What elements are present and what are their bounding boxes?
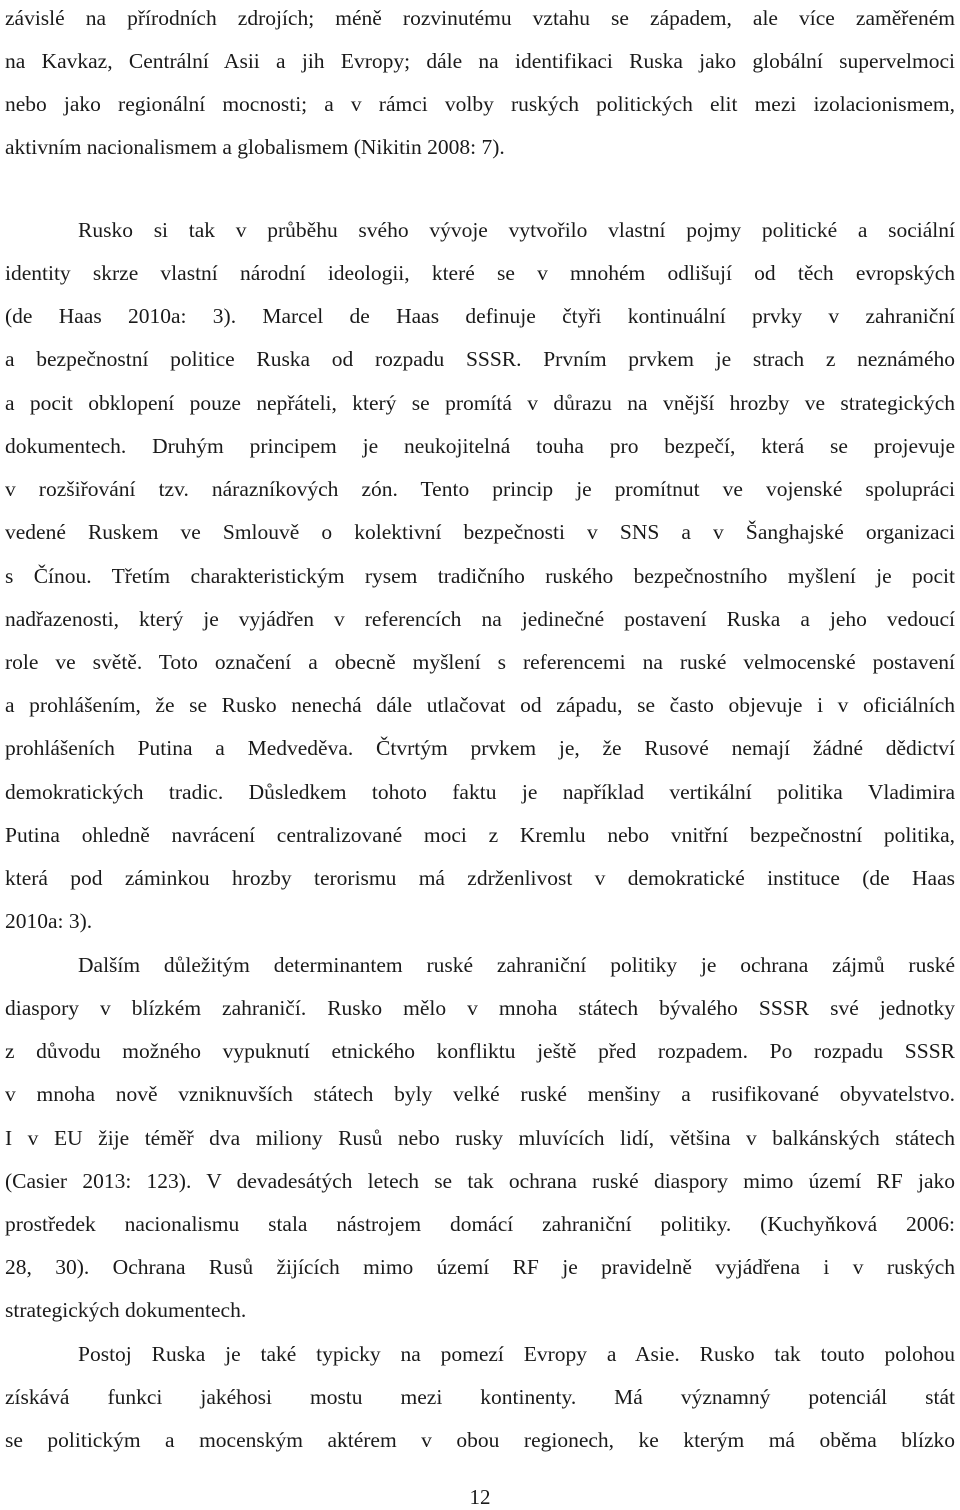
text-line: (de Haas 2010a: 3). Marcel de Haas definuje čtyři kontinuální prvky v zahraniční bbox=[5, 304, 955, 328]
text-line: demokratických tradic. Důsledkem tohoto faktu je například vertikální politika Vladimira bbox=[5, 780, 955, 804]
page-number: 12 bbox=[469, 1485, 491, 1509]
text-line: se politickým a mocenským aktérem v obou regionech, ke kterým má oběma blízko bbox=[5, 1428, 955, 1452]
text-line: která pod záminkou hrozby terorismu má zdrženlivost v demokratické instituce (de Haas bbox=[5, 866, 955, 890]
text-line: prohlášeních Putina a Medveděva. Čtvrtým prvkem je, že Rusové nemají žádné dědictví bbox=[5, 736, 955, 760]
text-line: prostředek nacionalismu stala nástrojem domácí zahraniční politiky. (Kuchyňková 2006: bbox=[5, 1212, 955, 1236]
text-line: Postoj Ruska je také typicky na pomezí Evropy a Asie. Rusko tak touto polohou bbox=[78, 1342, 955, 1366]
text-line: a bezpečnostní politice Ruska od rozpadu SSSR. Prvním prvkem je strach z neznámého bbox=[5, 347, 955, 371]
text-line: Putina ohledně navrácení centralizované moci z Kremlu nebo vnitřní bezpečnostní politika, bbox=[5, 823, 955, 847]
text-line: v mnoha nově vzniknuvších státech byly velké ruské menšiny a rusifikované obyvatelstvo. bbox=[5, 1082, 955, 1106]
text-line: 2010a: 3). bbox=[5, 909, 93, 933]
text-line: I v EU žije téměř dva miliony Rusů nebo rusky mluvících lidí, většina v balkánských státech bbox=[5, 1126, 955, 1150]
text-line: strategických dokumentech. bbox=[5, 1298, 247, 1322]
text-line: (Casier 2013: 123). V devadesátých letech se tak ochrana ruské diaspory mimo území RF jako bbox=[5, 1169, 955, 1193]
text-line: role ve světě. Toto označení a obecně myšlení s referencemi na ruské velmocenské postavení bbox=[5, 650, 955, 674]
text-line: závislé na přírodních zdrojích; méně rozvinutému vztahu se západem, ale více zaměřeném bbox=[5, 6, 955, 30]
text-line: a pocit obklopení pouze nepřáteli, který se promítá v důrazu na vnější hrozby ve strategických bbox=[5, 391, 955, 415]
text-line: v rozšiřování tzv. nárazníkových zón. Tento princip je promítnut ve vojenské spolupráci bbox=[5, 477, 955, 501]
text-line: 28, 30). Ochrana Rusů žijících mimo území RF je pravidelně vyjádřena i v ruských bbox=[5, 1255, 955, 1279]
text-line: na Kavkaz, Centrální Asii a jih Evropy; dále na identifikaci Ruska jako globální supervelmoci bbox=[5, 49, 955, 73]
text-line: aktivním nacionalismem a globalismem (Nikitin 2008: 7). bbox=[5, 135, 505, 159]
text-line: dokumentech. Druhým principem je neukojitelná touha pro bezpečí, která se projevuje bbox=[5, 434, 955, 458]
text-line: identity skrze vlastní národní ideologii, které se v mnohém odlišují od těch evropských bbox=[5, 261, 955, 285]
text-line: s Čínou. Třetím charakteristickým rysem tradičního ruského bezpečnostního myšlení je pocit bbox=[5, 564, 955, 588]
text-line: z důvodu možného vypuknutí etnického konfliktu ještě před rozpadem. Po rozpadu SSSR bbox=[5, 1039, 955, 1063]
text-line: a prohlášením, že se Rusko nenechá dále utlačovat od západu, se často objevuje i v oficiálních bbox=[5, 693, 955, 717]
text-line: nebo jako regionální mocnosti; a v rámci volby ruských politických elit mezi izolacionismem, bbox=[5, 92, 955, 116]
text-line: vedené Ruskem ve Smlouvě o kolektivní bezpečnosti v SNS a v Šanghajské organizaci bbox=[5, 520, 955, 544]
text-line: diaspory v blízkém zahraničí. Rusko mělo v mnoha státech bývalého SSSR své jednotky bbox=[5, 996, 955, 1020]
text-line: Dalším důležitým determinantem ruské zahraniční politiky je ochrana zájmů ruské bbox=[78, 953, 955, 977]
text-line: získává funkci jakéhosi mostu mezi kontinenty. Má významný potenciál stát bbox=[5, 1385, 955, 1409]
text-line: nadřazenosti, který je vyjádřen v referencích na jedinečné postavení Ruska a jeho vedoucí bbox=[5, 607, 955, 631]
text-line: Rusko si tak v průběhu svého vývoje vytvořilo vlastní pojmy politické a sociální bbox=[78, 218, 955, 242]
